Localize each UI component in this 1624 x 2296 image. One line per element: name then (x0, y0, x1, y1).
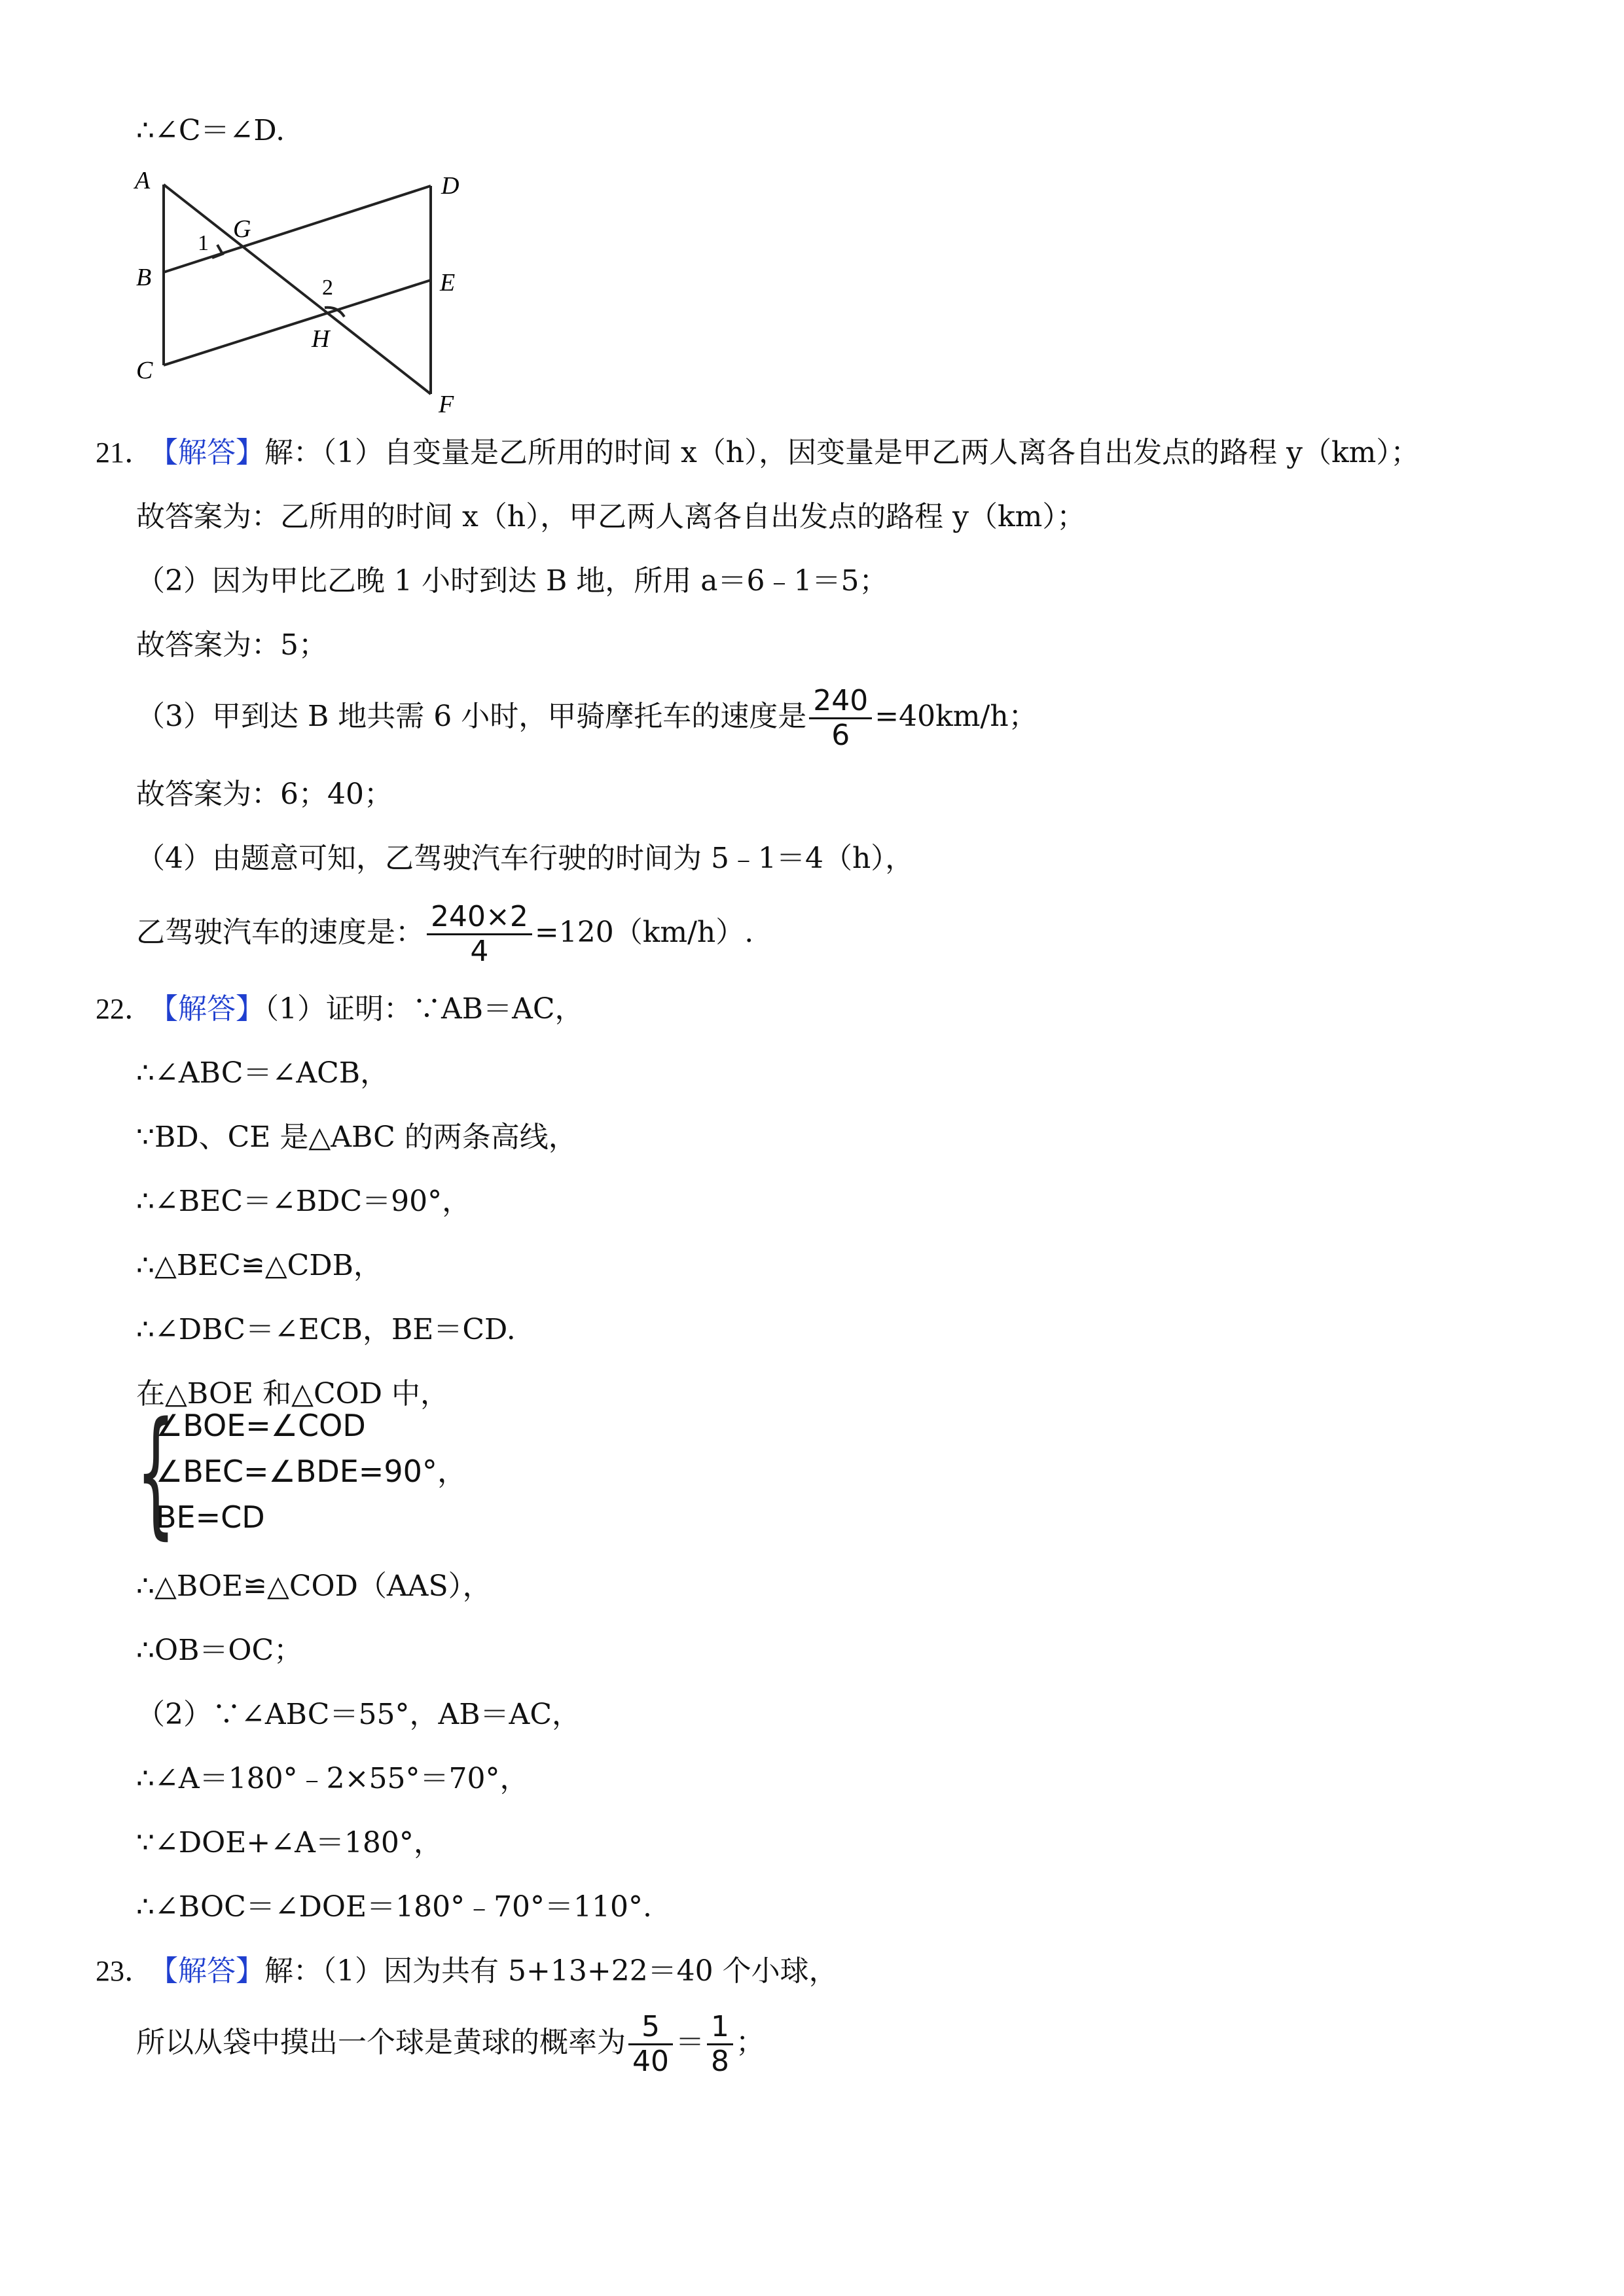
system-row-2: ∠BEC=∠BDE=90°， (156, 1454, 467, 1489)
label-C: C (136, 357, 153, 384)
q21-line8 (136, 897, 753, 969)
label-H: H (312, 325, 330, 353)
line-CE (164, 280, 431, 365)
q23-number: 23． (96, 1955, 153, 1987)
left-brace: { (136, 1392, 176, 1552)
q23-answer-tag: 【解答】 (149, 1954, 264, 1988)
label-D: D (441, 172, 460, 200)
q22-line1 (149, 991, 584, 1028)
geometry-figure (128, 157, 495, 471)
q23-line2 (136, 2007, 765, 2079)
q22-line6: ∴∠DBC＝∠ECB，BE＝CD. (136, 1313, 516, 1346)
fraction-numerator: 5 (628, 2011, 673, 2045)
q22-line12: ∵∠DOE+∠A＝180°， (136, 1826, 442, 1859)
system-row-3: BE=CD (156, 1499, 265, 1535)
q21-number: 21． (96, 437, 153, 469)
q22-line7: 在△BOE 和△COD 中， (136, 1377, 450, 1410)
label-2: 2 (322, 276, 333, 300)
fraction-denominator: 4 (470, 935, 489, 968)
q22-line9: ∴OB＝OC； (136, 1634, 303, 1667)
label-B: B (136, 264, 152, 291)
fraction-numerator: 240×2 (427, 901, 532, 935)
equals-sign: ＝ (676, 2026, 704, 2059)
q22-number: 22． (96, 993, 153, 1025)
q22-line11: ∴∠A＝180°﹣2×55°＝70°， (136, 1762, 529, 1795)
q22-answer-tag: 【解答】 (149, 992, 264, 1026)
fraction-numerator: 240 (809, 685, 872, 719)
q21-line5-text: （3）甲到达 B 地共需 6 小时，甲骑摩托车的速度是 (136, 700, 807, 733)
q21-line5 (136, 681, 1038, 753)
q21-car-speed-fraction (427, 901, 532, 968)
q22-line13: ∴∠BOC＝∠DOE＝180°﹣70°＝110°. (136, 1890, 653, 1924)
angle-1-mark (212, 245, 223, 258)
q21-line2: 故答案为：乙所用的时间 x（h），甲乙两人离各自出发点的路程 y（km）； (136, 500, 1086, 533)
q21-speed-fraction (809, 685, 872, 752)
fraction-denominator: 8 (711, 2045, 729, 2078)
q21-line7: （4）由题意可知，乙驾驶汽车行驶的时间为 5﹣1＝4（h）， (136, 842, 914, 875)
line-AF (164, 185, 431, 394)
fraction-numerator: 1 (707, 2011, 733, 2045)
q22-line1-text: （1）证明：∵AB＝AC， (264, 992, 584, 1026)
q22-line3: ∵BD、CE 是△ABC 的两条高线， (136, 1121, 577, 1154)
fraction-denominator: 6 (831, 719, 850, 752)
fraction-denominator: 40 (632, 2045, 669, 2078)
q21-line8-text: 乙驾驶汽车的速度是： (136, 916, 424, 949)
q21-answer-tag: 【解答】 (149, 436, 264, 469)
label-G: G (233, 215, 251, 243)
line-BD (164, 186, 431, 272)
q23-line2-text: 所以从袋中摸出一个球是黄球的概率为 (136, 2026, 626, 2059)
system-row-1: ∠BOE=∠COD (156, 1408, 366, 1443)
q22-line10: （2）∵∠ABC＝55°，AB＝AC， (136, 1698, 581, 1731)
q21-line6: 故答案为：6；40； (136, 778, 393, 811)
q21-line3: （2）因为甲比乙晚 1 小时到达 B 地，所用 a＝6﹣1＝5； (136, 564, 888, 598)
simplified-fraction (707, 2011, 733, 2078)
probability-fraction (628, 2011, 673, 2078)
q22-line2: ∴∠ABC＝∠ACB， (136, 1056, 389, 1090)
q23-line1-text: 解：（1）因为共有 5+13+22＝40 个小球， (264, 1954, 838, 1988)
label-E: E (440, 269, 456, 296)
conclusion-line: ∴∠C＝∠D. (136, 114, 285, 147)
q21-line4: 故答案为：5； (136, 628, 327, 662)
label-1: 1 (198, 231, 209, 255)
q21-line5-result: =40km/h； (875, 700, 1038, 733)
q22-line8: ∴△BOE≌△COD（AAS）， (136, 1570, 492, 1603)
q22-line4: ∴∠BEC＝∠BDC＝90°， (136, 1185, 471, 1218)
line-end-punct: ； (736, 2026, 765, 2059)
q22-line5: ∴△BEC≌△CDB， (136, 1249, 382, 1282)
label-A: A (135, 167, 151, 194)
q21-line8-result: =120（km/h）. (534, 916, 754, 949)
q23-line1 (149, 1953, 838, 1990)
label-F: F (439, 391, 454, 418)
q21-line1 (149, 435, 1419, 471)
q21-line1-text: 解：（1）自变量是乙所用的时间 x（h），因变量是甲乙两人离各自出发点的路程 y（km）； (264, 436, 1420, 469)
